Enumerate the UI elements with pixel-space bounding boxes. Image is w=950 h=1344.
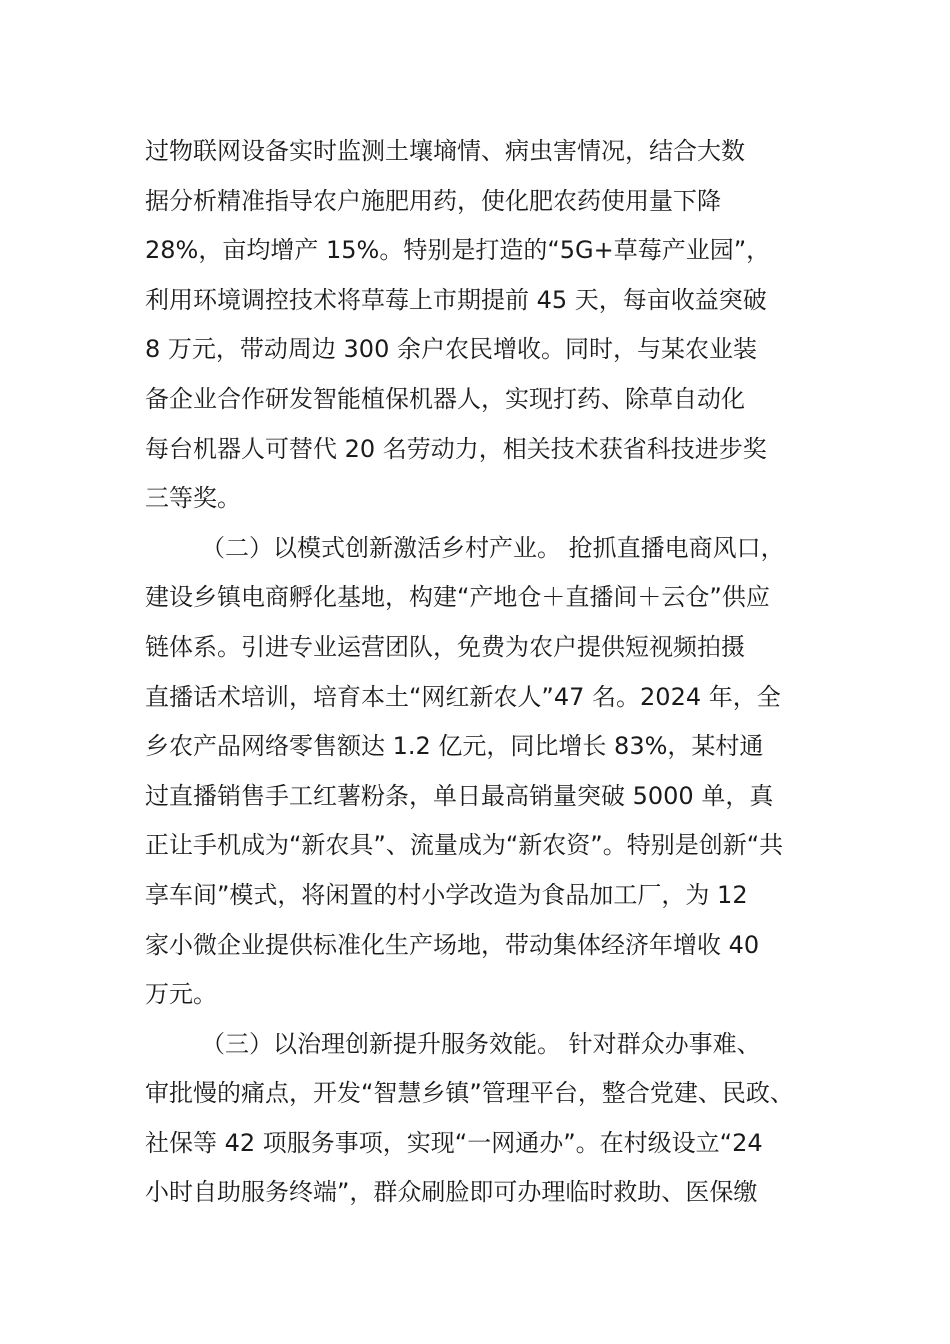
paragraph-1 [145, 127, 835, 524]
paragraph-2 [145, 524, 835, 1020]
text-line: 每台机器人可替代 20 名劳动力，相关技术获省科技进步奖 [145, 434, 767, 463]
text-line: 利用环境调控技术将草莓上市期提前 45 天，每亩收益突破 [145, 285, 767, 314]
text-line: 28%，亩均增产 15%。特别是打造的“5G+草莓产业园”， [145, 236, 771, 265]
text-line: 享车间”模式，将闲置的村小学改造为食品加工厂，为 12 [145, 880, 748, 909]
text-line: 乡农产品网络零售额达 1.2 亿元，同比增长 83%，某村通 [145, 732, 764, 761]
text-line: 正让手机成为“新农具”、流量成为“新农资”。特别是创新“共 [145, 831, 784, 860]
text-line: 备企业合作研发智能植保机器人，实现打药、除草自动化 [145, 384, 745, 413]
document-body [145, 127, 835, 1218]
text-line: 过物联网设备实时监测土壤墒情、病虫害情况，结合大数 [145, 137, 745, 165]
text-line: 小时自助服务终端”，群众刷脸即可办理临时救助、医保缴 [145, 1178, 758, 1207]
text-line: 直播话术培训，培育本土“网红新农人”47 名。2024 年，全 [145, 682, 781, 711]
text-line: 审批慢的痛点，开发“智慧乡镇”管理平台，整合党建、民政、 [145, 1079, 794, 1108]
paragraph-3 [145, 1020, 835, 1218]
text-line: 三等奖。 [145, 484, 241, 513]
text-line: 链体系。引进专业运营团队，免费为农户提供短视频拍摄 [145, 632, 745, 661]
text-line: 据分析精准指导农户施肥用药，使化肥农药使用量下降 [145, 186, 721, 215]
section-heading-line: （三）以治理创新提升服务效能。 针对群众办事难、 [201, 1029, 761, 1058]
text-line: 家小微企业提供标准化生产场地，带动集体经济年增收 40 [145, 930, 760, 959]
text-line: 社保等 42 项服务事项，实现“一网通办”。在村级设立“24 [145, 1128, 763, 1157]
text-line: 建设乡镇电商孵化基地，构建“产地仓＋直播间＋云仓”供应 [145, 583, 770, 612]
section-heading-line: （二）以模式创新激活乡村产业。 抢抓直播电商风口， [201, 533, 785, 562]
text-line: 万元。 [145, 980, 217, 1009]
text-line: 过直播销售手工红薯粉条，单日最高销量突破 5000 单，真 [145, 781, 774, 810]
text-line: 8 万元，带动周边 300 余户农民增收。同时，与某农业装 [145, 335, 757, 364]
